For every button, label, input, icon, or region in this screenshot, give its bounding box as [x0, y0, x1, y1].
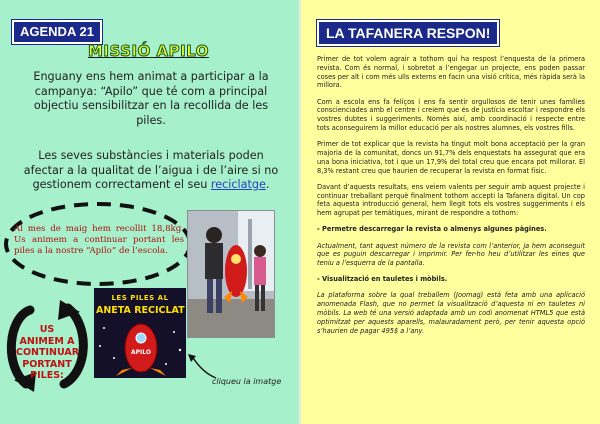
rocket-can-icon — [116, 318, 166, 376]
article-paragraph: Com a escola ens fa feliços i ens fa sentir orgullosos de tenir unes famílies conscienciades amb el centre i creiem que és de justícia escoltar i respondre els vostres dubtes i suggeriments. Només així, amb coordinació i respecte entre tots aconseguirem la millor educació per als nostres alumnes, els vostres fills. — [317, 97, 585, 132]
poster-line-2: ANETA RECICLAT — [96, 305, 185, 316]
body-paragraph — [22, 149, 280, 193]
batteries-poster-image[interactable] — [94, 288, 186, 378]
body-text-end: . — [265, 178, 270, 191]
article-paragraph: Primer de tot volem agrair a tothom qui ha respost l’enquesta de la primera revista. Com és normal, i sobretot a l’engegar un projecte, ens poden passar coses per alt i com més ulls externs en facin una visió crítica, més ràpida serà la millora. — [317, 55, 585, 90]
article-body — [317, 55, 585, 343]
body-text: Les seves substàncies i materials poden afectar a la qualitat de l’aigua i de l’aire si no gestionem correctament el seu — [23, 149, 279, 191]
tafanera-badge: LA TAFANERA RESPON! — [317, 20, 499, 46]
poster-can-label: APILO — [131, 349, 151, 356]
recall-note: Al mes de maig hem recollit 18,8kg. Us animem a continuar portant les piles a la nostre “Apilo” de l’escola. — [14, 224, 184, 257]
article-paragraph: Primer de tot explicar que la revista ha tingut molt bona acceptació per la gran majoria de la comunitat, doncs un 91,7% dels enquestats ha assegurat que era una bona iniciativa, tot i que un 17,9% del total creu que encara pot millorar. El 8,3% restant creu que haurien de recuperar la revista en format físic. — [317, 140, 585, 175]
photo-illustration-icon — [188, 211, 275, 338]
continue-bringing-text: US ANIMEM A CONTINUAR PORTANT PILES: — [16, 324, 80, 381]
article-paragraph: Actualment, tant aquest número de la revista com l’anterior, ja hem aconseguit que es puguin descarregar i imprimir. Per fer-ho heu d’utilitzar les eines que teniu a l’esquerra de la pantalla. — [317, 241, 585, 268]
right-page — [301, 0, 600, 424]
left-page — [0, 0, 299, 424]
poster-line-1: LES PILES AL — [111, 294, 169, 302]
article-subheading: - Visualització en tauletes i mòbils. — [317, 275, 448, 284]
recycling-link[interactable]: reciclatge — [210, 178, 266, 191]
article-subheading: - Permetre descarregar la revista o almenys algunes pàgines. — [317, 225, 547, 234]
agenda-badge: AGENDA 21 — [12, 20, 102, 44]
intro-paragraph: Enguany ens hem animat a participar a la campanya: “Apilo” que té com a principal objectiu sensibilitzar en la recollida de les piles. — [33, 70, 269, 127]
image-caption: cliqueu la imatge — [212, 377, 282, 386]
page-title: MISSIÓ APILO — [88, 42, 209, 60]
article-paragraph: Davant d’aquests resultats, ens veiem valents per seguir amb aquest projecte i continuar treballant perquè finalment tothom accepti la Tafanera digital. Un cop feta aquesta introducció general, hem llegit tots els vostres suggeriments i els hem agrupat per temàtiques, mirant de respondre a tothom: — [317, 182, 585, 218]
children-photo[interactable] — [187, 210, 275, 338]
article-paragraph: La plataforma sobre la qual treballem (Joomag) està feta amb una aplicació anomenada Flash, que no permet la visualització d’aquesta ni en tauletes ni mòbils. La web té una versió adaptada amb un codi anomenat HTML5 que està optimitzat per aquests aparells, malauradament però, per tenir aquesta opció s’haurien de pagar 495$ a l’any. — [317, 291, 585, 335]
